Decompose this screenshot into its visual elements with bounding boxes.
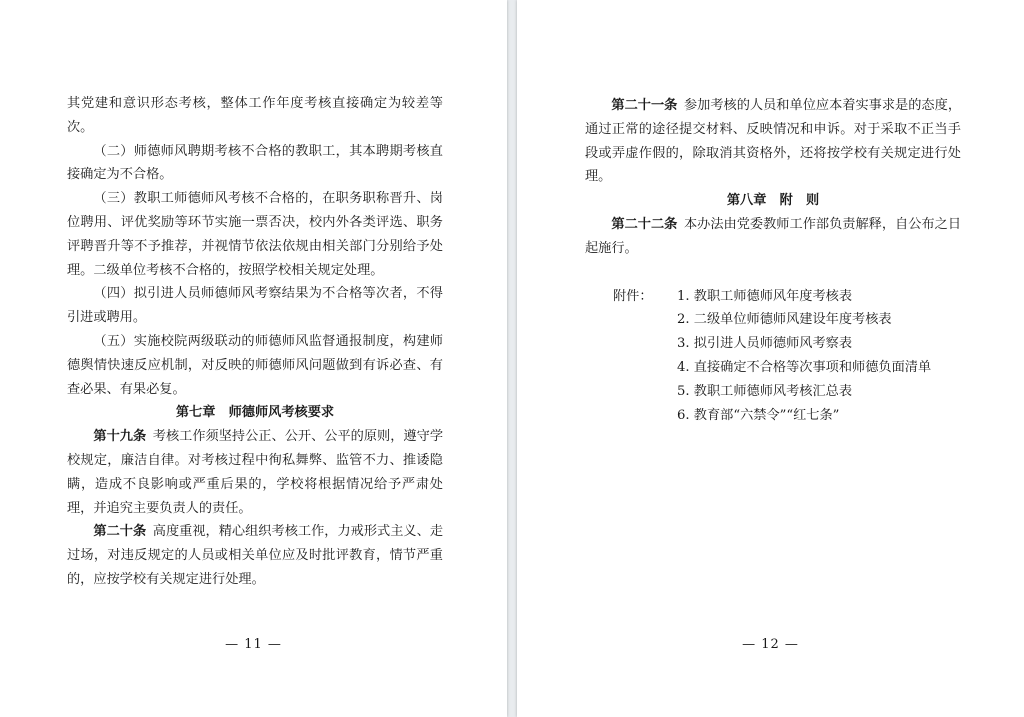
article-19-label: 第十九条 — [93, 429, 147, 445]
attachment-item — [585, 308, 961, 332]
paragraph-item-2: （二）师德师风聘期考核不合格的教职工，其本聘期考核直接确定为不合格。 — [67, 143, 443, 183]
chapter-7-heading: 第七章 师德师风考核要求 — [175, 405, 335, 421]
attachment-item — [585, 285, 961, 309]
paragraph-item-4: （四）拟引进人员师德师风考察结果为不合格等次者，不得引进或聘用。 — [67, 286, 443, 326]
attachment-6: 6. 教育部“六禁令”“红七条” — [677, 407, 840, 423]
article-22-label: 第二十二条 — [611, 216, 678, 232]
article-22 — [585, 213, 961, 261]
attachments-list — [585, 285, 961, 428]
page-number-left: — 11 — — [225, 637, 282, 652]
article-20-label: 第二十条 — [93, 524, 147, 540]
attachment-item — [585, 356, 961, 380]
attachment-item — [585, 380, 961, 404]
page-content-left — [67, 92, 443, 592]
attachment-item — [585, 332, 961, 356]
document-page-left — [0, 0, 507, 717]
page-content-right — [585, 94, 961, 427]
article-21-label: 第二十一条 — [611, 98, 678, 113]
article-22-text: 本办法由党委教师工作部负责解释，自公布之日起施行。 — [585, 216, 962, 256]
paragraph-continuation: 其党建和意识形态考核，整体工作年度考核直接确定为较差等次。 — [67, 96, 443, 135]
article-19-text: 考核工作须坚持公正、公开、公平的原则，遵守学校规定，廉洁自律。对考核过程中徇私舞弊、监管不力、推诿隐瞒，造成不良影响或严重后果的，学校将根据情况给予严肃处理，并追究主要负责人的责任。 — [67, 429, 444, 516]
attachment-4: 4. 直接确定不合格等次事项和师德负面清单 — [677, 359, 932, 375]
attachment-5: 5. 教职工师德师风考核汇总表 — [677, 383, 853, 399]
attachment-3: 3. 拟引进人员师德师风考察表 — [677, 336, 853, 352]
page-number-right: — 12 — — [742, 637, 799, 652]
attachment-1: 1. 教职工师德师风年度考核表 — [677, 288, 853, 304]
document-page-right — [517, 0, 1024, 717]
paragraph-item-5: （五）实施校院两级联动的师德师风监督通报制度，构建师德舆情快速反应机制，对反映的师德师风问题做到有诉必查、有查必果、有果必复。 — [67, 333, 443, 397]
attachments-label: 附件： — [613, 288, 653, 304]
attachment-2: 2. 二级单位师德师风建设年度考核表 — [677, 312, 892, 328]
article-20 — [67, 520, 443, 591]
article-20-text: 高度重视，精心组织考核工作，力戒形式主义、走过场，对违反规定的人员或相关单位应及时批评教育，情节严重的，应按学校有关规定进行处理。 — [67, 524, 444, 587]
paragraph-item-3: （三）教职工师德师风考核不合格的，在职务职称晋升、岗位聘用、评优奖励等环节实施一票否决，校内外各类评选、职务评聘晋升等不予推荐，并视情节依法依规由相关部门分别给予处理。二级单位考核不合格的，按照学校相关规定处理。 — [67, 191, 443, 278]
article-21-text: 参加考核的人员和单位应本着实事求是的态度，通过正常的途径提交材料、反映情况和申诉。对于采取不正当手段或弄虚作假的，除取消其资格外，还将按学校有关规定进行处理。 — [585, 98, 962, 185]
article-19 — [67, 425, 443, 520]
article-21 — [585, 94, 961, 189]
chapter-8-heading: 第八章 附 则 — [726, 193, 820, 209]
attachment-item — [585, 404, 961, 428]
